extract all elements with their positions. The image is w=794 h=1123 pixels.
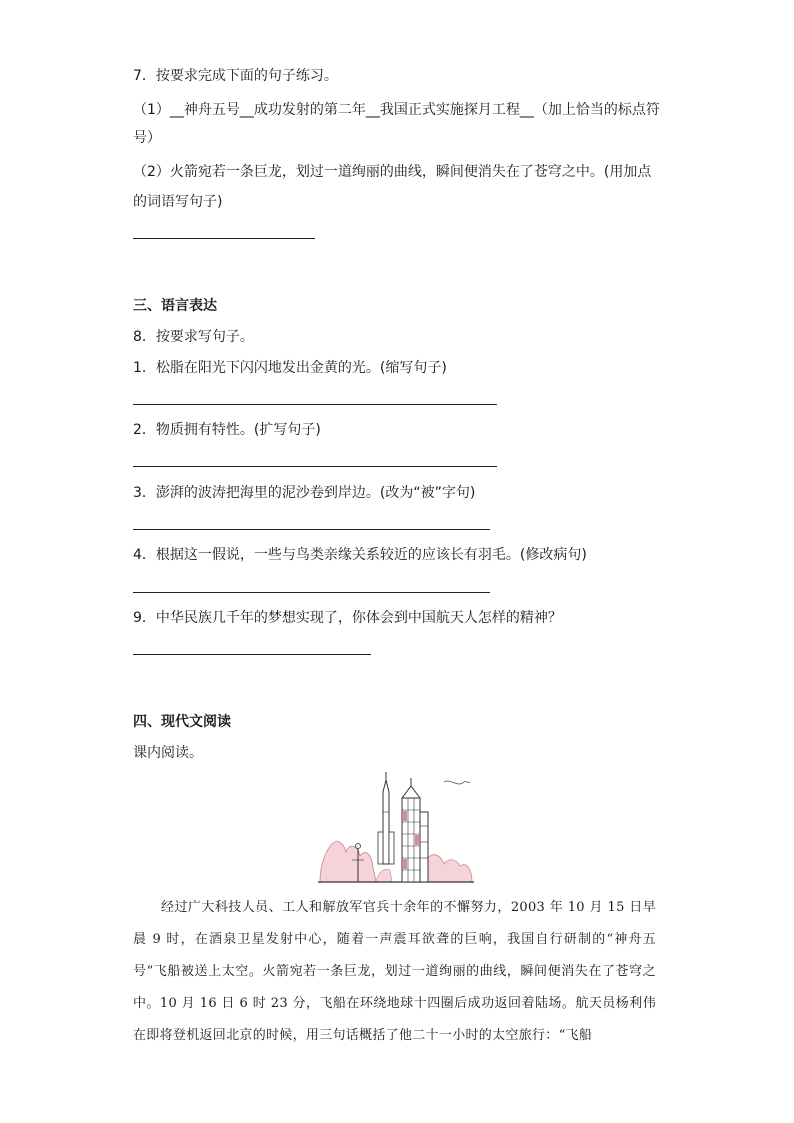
q7-part1-line1: （1）__神舟五号__成功发射的第二年__我国正式实施探月工程__（加上恰当的标点符 [133,102,660,118]
q8-item-2-answer-line[interactable] [133,466,497,467]
q8-item-3: 3．澎湃的波涛把海里的泥沙卷到岸边。(改为“被”字句) [133,485,476,501]
section4-subheading: 课内阅读。 [133,745,203,761]
q9-title: 9．中华民族几千年的梦想实现了，你体会到中国航天人怎样的精神？ [133,610,562,626]
q7-part2-line1: （2）火箭宛若一条巨龙，划过一道绚丽的曲线，瞬间便消失在了苍穹之中。(用加点 [133,164,652,180]
q8-item-4: 4．根据这一假说，一些与鸟类亲缘关系较近的应该长有羽毛。(修改病句) [133,547,587,563]
q7-part2-line2: 的词语写句子) [133,194,223,210]
q9-answer-line[interactable] [133,654,371,655]
section3-heading: 三、语言表达 [133,298,217,314]
q7-part1-line2: 号） [133,130,161,146]
q7-title: 7．按要求完成下面的句子练习。 [133,68,338,84]
q8-item-1-answer-line[interactable] [133,404,497,405]
q8-item-2: 2．物质拥有特性。(扩写句子) [133,422,321,438]
q8-item-3-answer-line[interactable] [133,529,490,530]
section4-heading: 四、现代文阅读 [133,714,231,730]
q7-answer-line[interactable] [133,238,315,239]
rocket-launch-illustration [318,772,474,884]
q8-title: 8．按要求写句子。 [133,329,254,345]
q8-item-1: 1．松脂在阳光下闪闪地发出金黄的光。(缩写句子) [133,360,447,376]
passage-paragraph: 经过广大科技人员、工人和解放军官兵十余年的不懈努力，2003 年 10 月 15 日早晨 9 时，在酒泉卫星发射中心，随着一声震耳欲聋的巨响，我国自行研制的“神舟五号”飞船被送上太空。火箭宛若一条巨龙，划过一道绚丽的曲线，瞬间便消失在了苍穹之中。10 月 16 日 6 时 23 分，飞船在环绕地球十四圈后成功返回着陆场。航天员杨利伟在即将登机返回北京的时候，用三句话概括了他二十一小时的太空旅行：“飞船 [133,900,656,1043]
reading-passage [133,892,656,1052]
q8-item-4-answer-line[interactable] [133,592,490,593]
